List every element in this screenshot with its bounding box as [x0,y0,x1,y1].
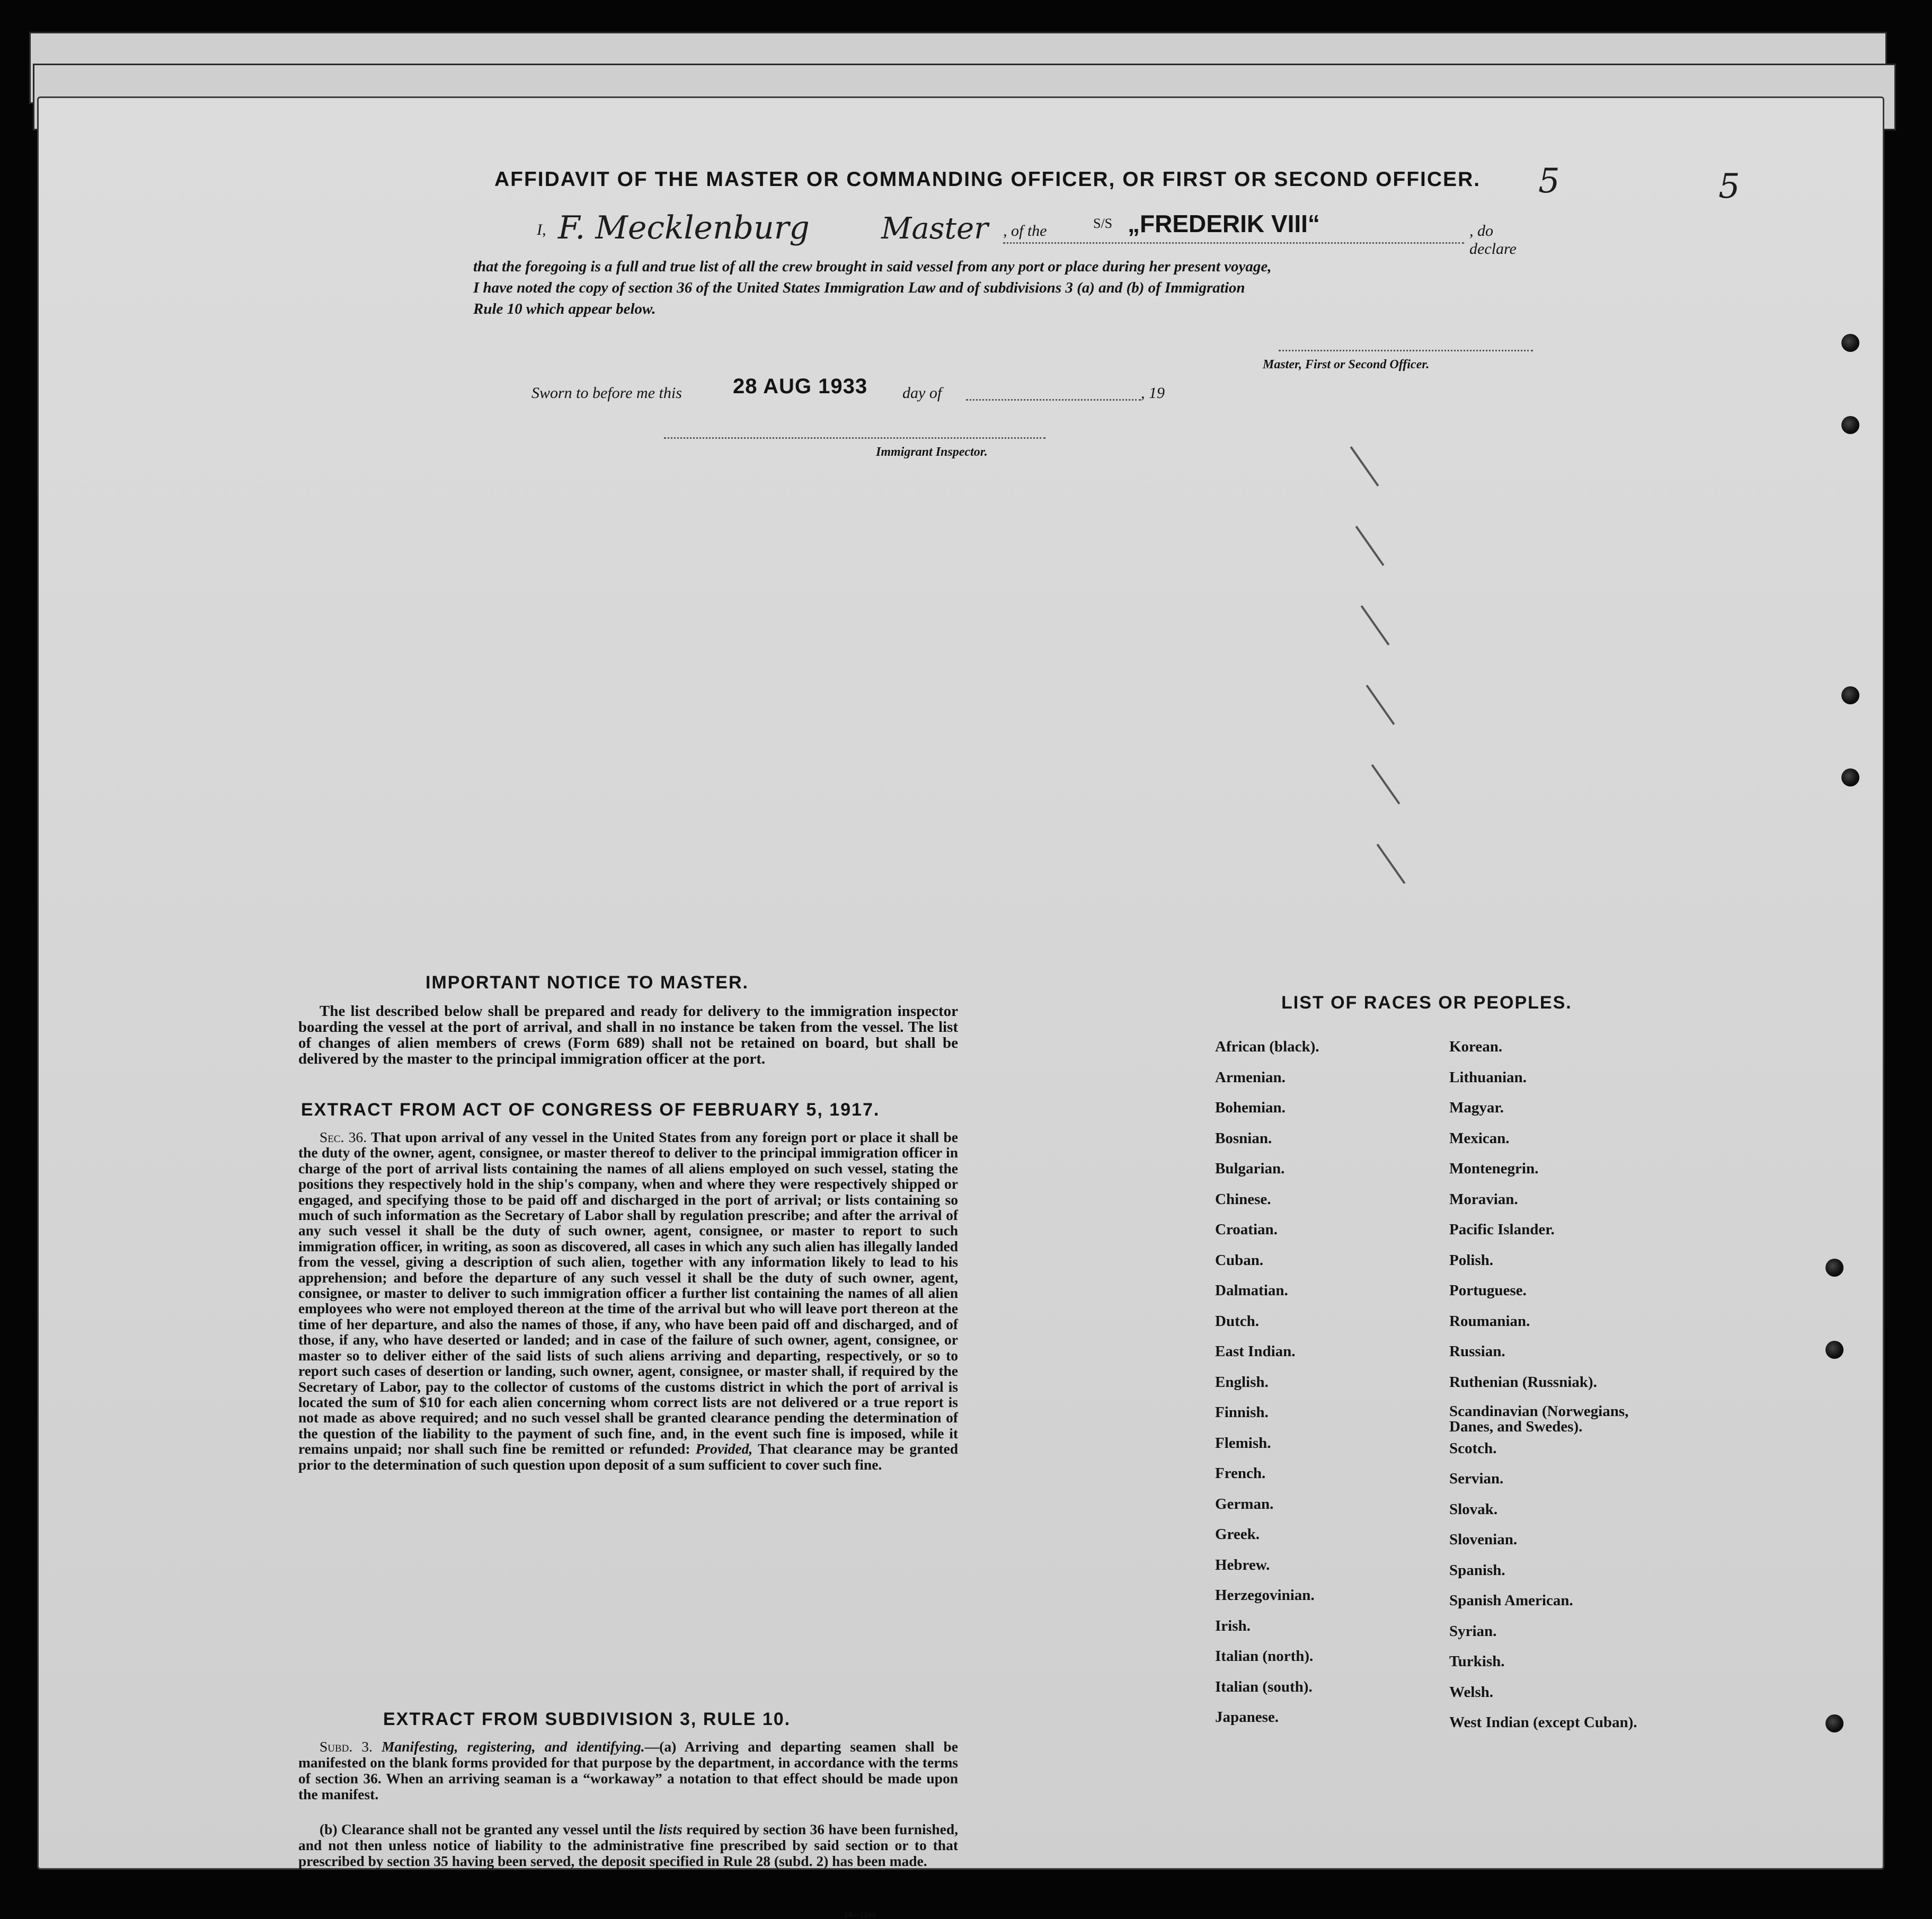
binder-hole [1841,334,1859,352]
extract-rule-para-b-block [298,1821,958,1869]
section-label: Sec. 36. [320,1129,367,1145]
race-item: Spanish American. [1449,1592,1573,1609]
binder-hole [1825,1714,1844,1732]
races-title: LIST OF RACES OR PEOPLES. [1281,993,1572,1013]
subd-label: Subd. 3. [320,1738,373,1755]
race-item: English. [1215,1373,1269,1391]
binder-hole [1841,768,1859,786]
master-signature-label: Master, First or Second Officer. [1263,358,1430,372]
race-item: Welsh. [1449,1683,1493,1701]
race-item: Lithuanian. [1449,1068,1527,1086]
race-item: Italian (north). [1215,1648,1314,1665]
race-item: Cuban. [1215,1251,1264,1269]
race-item: Italian (south). [1215,1678,1313,1695]
page-mark: 5 [1538,162,1560,201]
subd-heading: Manifesting, registering, and identifying. [382,1738,645,1755]
race-item: Korean. [1449,1038,1503,1055]
para-b-start: (b) Clearance shall not be granted any vessel until the [320,1821,655,1837]
race-item: Pacific Islander. [1449,1221,1555,1238]
sworn-text: Sworn to before me this [531,384,682,402]
race-item: Turkish. [1449,1653,1505,1670]
race-item: African (black). [1215,1038,1319,1055]
race-item: Polish. [1449,1251,1493,1269]
affidavit-title: AFFIDAVIT OF THE MASTER OR COMMANDING OFFICER, OR FIRST OR SECOND OFFICER. [494,168,1481,191]
race-item: Spanish. [1449,1561,1505,1579]
binder-hole [1841,686,1859,704]
do-declare-text: , do declare [1469,222,1517,258]
race-item: Servian. [1449,1470,1504,1487]
declarant-line: I, F. Mecklenburg Master , of the S/S „FREDERIK VIII“ , do declare [537,209,1544,246]
para-a: —(a) Arriving and departing seamen shall be manifested on the blank forms provided for that purpose by the department, in accordance with the terms of section 36. When an arriving seaman is a “workaway” a notation to that effect should be made upon the manifest. [298,1738,958,1802]
race-item: East Indian. [1215,1343,1296,1360]
race-item: Dutch. [1215,1312,1259,1330]
extract-rule-title: EXTRACT FROM SUBDIVISION 3, RULE 10. [383,1709,791,1729]
extract-act-title: EXTRACT FROM ACT OF CONGRESS OF FEBRUARY 5, 1917. [301,1100,880,1120]
binder-hole [1825,1341,1844,1359]
affidavit-line-2: I have noted the copy of section 36 of the United States Immigration Law and of subdivisions 3 (a) and (b) of Immigration [473,279,1245,296]
page-mark: 5 [1718,167,1740,206]
race-item: Hebrew. [1215,1556,1270,1573]
race-item: Ruthenian (Russniak). [1449,1373,1597,1391]
race-item: Bosnian. [1215,1129,1272,1147]
race-item: Bulgarian. [1215,1160,1285,1177]
race-item: Russian. [1449,1343,1505,1360]
race-item: Greek. [1215,1526,1260,1543]
declarant-title: Master [881,211,988,246]
race-item: Moravian. [1449,1190,1518,1208]
race-item: Slovenian. [1449,1531,1518,1548]
race-item: Mexican. [1449,1129,1510,1147]
race-item: Chinese. [1215,1190,1271,1208]
inspector-label: Immigrant Inspector. [876,445,988,459]
race-item: Dalmatian. [1215,1282,1288,1299]
provided-word: Provided, [695,1440,753,1457]
race-item: Bohemian. [1215,1099,1286,1116]
vessel-name: „FREDERIK VIII“ [1128,210,1320,237]
race-item: Roumanian. [1449,1312,1530,1330]
race-item: Flemish. [1215,1434,1271,1452]
vessel-dotted-line [1003,242,1464,244]
year-suffix: , 19 [1141,384,1165,402]
form-number: 14—1240 [844,1911,876,1919]
affidavit-line-1: that the foregoing is a full and true list of all the crew brought in said vessel from any port or place during her present voyage, [473,258,1272,275]
race-item: Finnish. [1215,1404,1269,1421]
extract-rule-para-a-block [298,1739,958,1802]
para-b-end: required by section 36 have been furnished, and not then unless notice of liability to the administrative fine prescribed by said section or to that prescribed by section 35 having been served, the deposit specified in Rule 28 (subd. 2) has been made. [298,1821,958,1869]
race-item: Croatian. [1215,1221,1278,1238]
bleed-through-area [1273,469,1830,1211]
vessel-prefix: S/S [1093,216,1113,231]
notice-title: IMPORTANT NOTICE TO MASTER. [426,972,749,993]
race-item: Magyar. [1449,1099,1504,1116]
affidavit-line-3: Rule 10 which appear below. [473,300,656,317]
day-of-line [966,399,1141,401]
notice-body: The list described below shall be prepared and ready for delivery to the immigration inspector boarding the vessel at the port of arrival, and shall in no instance be taken from the vessel. The list of changes of alien members of crews (Form 689) shall not be retained on board, but shall be delivered by the master to the principal immigration officer at the port. [298,1003,958,1067]
race-item: Syrian. [1449,1622,1497,1640]
race-item: Montenegrin. [1449,1160,1539,1177]
race-item: Armenian. [1215,1068,1286,1086]
inspector-signature-line [664,437,1045,439]
race-item: Scandinavian (Norwegians, Danes, and Swedes). [1449,1403,1629,1435]
race-item: Portuguese. [1449,1282,1527,1299]
extract-act-body-block [298,1129,958,1472]
race-item: French. [1215,1465,1266,1482]
extract-act-body: That upon arrival of any vessel in the United States from any foreign port or place it shall be the duty of the owner, agent, consignee, or master thereof to deliver to the principal immigration officer in charge of the port of arrival lists containing the names of all aliens employed on such vessel, stating the positions they respectively hold in the ship's company, when and where they were respectively shipped or engaged, and specifying those to be paid off and discharged in the port of arrival; or lists containing so much of such information as the Secretary of Labor shall by regulation prescribe; and after the arrival of any such vessel it shall be the duty of such owner, agent, consignee, or master to report to such immigration officer, in writing, as soon as discovered, all cases in which any such alien has illegally landed from the vessel, giving a description of such alien, together with any information likely to lead to his apprehension; and before the departure of any such vessel it shall be the duty of such owner, agent, consignee, or master to deliver to such immigration officer a further list containing the names of all alien employees who were not employed thereon at the time of the arrival but who will leave port thereon at the time of her departure, and also the names of those, if any, who have been paid off and discharged, and of those, if any, who have deserted or landed; and in case of the failure of such owner, agent, consignee, or master so to deliver either of the said lists of such aliens arriving and departing, respectively, or so to report such cases of desertion or landing, such owner, agent, consignee, or master shall, if required by the Secretary of Labor, pay to the collector of customs of the customs district in which the port of arrival is located the sum of $10 for each alien concerning whom correct lists are not delivered or a true report is not made as above required; and no such vessel shall be granted clearance pending the determination of the question of the liability to the payment of such fine, and, in the event such fine is imposed, while it remains unpaid; nor shall such fine be remitted or refunded: [298,1129,958,1457]
binder-hole [1825,1259,1844,1277]
para-b-lists: lists [659,1821,683,1837]
race-item: Slovak. [1449,1500,1498,1518]
race-item: West Indian (except Cuban). [1449,1714,1637,1731]
of-the-text: , of the [1003,222,1047,240]
declarant-signature: F. Mecklenburg [558,209,810,246]
master-signature-line [1279,350,1533,351]
race-item: German. [1215,1495,1274,1513]
binder-hole [1841,416,1859,434]
race-item: Scotch. [1449,1439,1497,1457]
race-item: Herzegovinian. [1215,1587,1315,1604]
race-item: Japanese. [1215,1709,1279,1726]
day-of-text: day of [902,384,942,402]
document-page [37,96,1884,1919]
extract-act-body-end: That clearance may be granted prior to the determination of such question upon deposit of a sum sufficient to cover such fine. [298,1440,959,1473]
sworn-stamp: 28 AUG 1933 [733,375,868,398]
race-item: Irish. [1215,1617,1251,1634]
